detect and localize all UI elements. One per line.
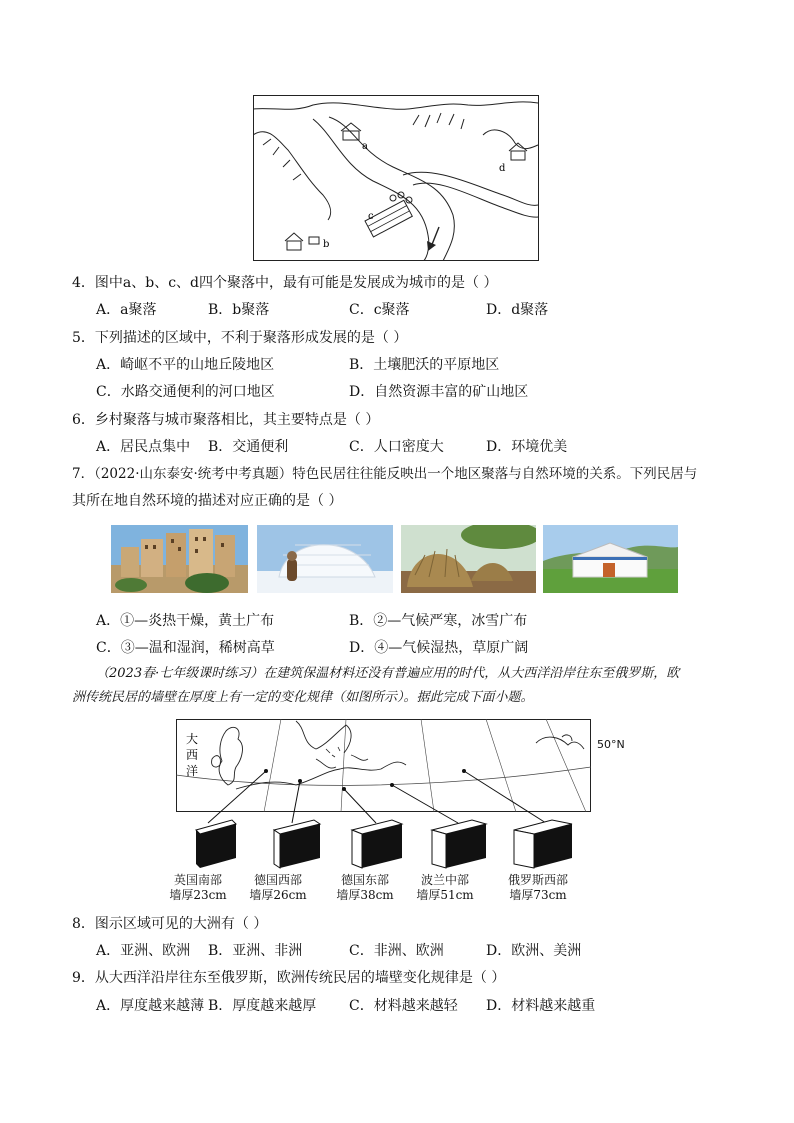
wall-block-germany-east: [352, 820, 402, 868]
settlement-a-label: a: [362, 141, 368, 152]
q9-option-d[interactable]: D．材料越来越重: [486, 998, 596, 1014]
leader-lines: [176, 719, 596, 829]
ocean-label-char-3: 洋: [186, 764, 199, 778]
question-7-stem-line2: 其所在地自然环境的描述对应正确的是（ ）: [72, 493, 343, 509]
q8-option-d[interactable]: D．欧洲、美洲: [486, 943, 582, 959]
q5-option-b[interactable]: B．土壤肥沃的平原地区: [349, 357, 500, 373]
q4-option-d[interactable]: D．d聚落: [486, 302, 549, 318]
intro-line1: （2023春·七年级课时练习）在建筑保温材料还没有普遍应用的时代，从大西洋沿岸往东至俄罗斯，欧: [96, 666, 680, 681]
q5-option-c[interactable]: C．水路交通便利的河口地区: [96, 384, 275, 400]
wall-blocks: [180, 818, 580, 870]
wall-label-russia: 俄罗斯西部 墙厚73cm: [507, 873, 568, 902]
q9-option-a[interactable]: A．厚度越来越薄: [96, 998, 205, 1014]
latitude-label: 50°N: [597, 738, 625, 751]
wall-label-poland: 波兰中部 墙厚51cm: [416, 873, 474, 902]
q8-option-b[interactable]: B．亚洲、非洲: [208, 943, 303, 959]
settlement-map-drawing: [253, 95, 539, 261]
wall-block-russia: [514, 820, 572, 868]
wall-label-germany-east: 德国东部 墙厚38cm: [336, 873, 394, 902]
intro-line2: 洲传统民居的墙壁在厚度上有一定的变化规律（如图所示）。据此完成下面小题。: [72, 690, 534, 705]
q8-option-c[interactable]: C．非洲、欧洲: [349, 943, 444, 959]
question-4-stem: 4．图中a、b、c、d四个聚落中，最有可能是发展成为城市的是（ ）: [72, 275, 498, 291]
settlement-d-label: d: [499, 163, 506, 174]
q9-option-b[interactable]: B．厚度越来越厚: [208, 998, 317, 1014]
q8-option-a[interactable]: A．亚洲、欧洲: [96, 943, 191, 959]
question-7-stem-line1: 7．（2022·山东泰安·统考中考真题）特色民居往往能反映出一个地区聚落与自然环境的关系。下列民居与: [72, 466, 698, 482]
photo-yurt: [543, 525, 678, 593]
photo-thatched-hut: [401, 525, 536, 593]
wall-block-germany-west: [274, 820, 320, 868]
photo-mud-brick-towers: [111, 525, 248, 593]
q6-option-c[interactable]: C．人口密度大: [349, 439, 444, 455]
q6-option-b[interactable]: B．交通便利: [208, 439, 289, 455]
q4-option-b[interactable]: B．b聚落: [208, 302, 270, 318]
wall-label-germany-west: 德国西部 墙厚26cm: [249, 873, 307, 902]
question-8-stem: 8．图示区域可见的大洲有（ ）: [72, 916, 268, 932]
wall-block-poland: [432, 820, 486, 868]
wall-label-uk: 英国南部 墙厚23cm: [169, 873, 227, 902]
q7-option-a[interactable]: A．①—炎热干燥，黄土广布: [96, 613, 275, 629]
q5-option-a[interactable]: A．崎岖不平的山地丘陵地区: [96, 357, 275, 373]
q9-option-c[interactable]: C．材料越来越轻: [349, 998, 458, 1014]
question-5-stem: 5．下列描述的区域中，不利于聚落形成发展的是（ ）: [72, 330, 408, 346]
question-9-stem: 9．从大西洋沿岸往东至俄罗斯，欧洲传统民居的墙壁变化规律是（ ）: [72, 970, 506, 986]
q7-option-c[interactable]: C．③—温和湿润，稀树高草: [96, 640, 275, 656]
q4-option-a[interactable]: A．a聚落: [96, 302, 157, 318]
settlement-map: [253, 95, 539, 261]
settlement-b-label: b: [323, 239, 330, 250]
ocean-label-char-1: 大: [186, 732, 199, 746]
question-6-stem: 6．乡村聚落与城市聚落相比，其主要特点是（ ）: [72, 412, 380, 428]
q6-option-d[interactable]: D．环境优美: [486, 439, 568, 455]
settlement-c-label: c: [368, 211, 374, 222]
q6-option-a[interactable]: A．居民点集中: [96, 439, 191, 455]
ocean-label-char-2: 西: [186, 748, 199, 762]
q7-option-d[interactable]: D．④—气候湿热，草原广阔: [349, 640, 529, 656]
photo-igloo: [257, 525, 393, 593]
wall-block-uk: [196, 820, 236, 868]
q4-option-c[interactable]: C．c聚落: [349, 302, 410, 318]
q7-option-b[interactable]: B．②—气候严寒，冰雪广布: [349, 613, 528, 629]
q5-option-d[interactable]: D．自然资源丰富的矿山地区: [349, 384, 529, 400]
